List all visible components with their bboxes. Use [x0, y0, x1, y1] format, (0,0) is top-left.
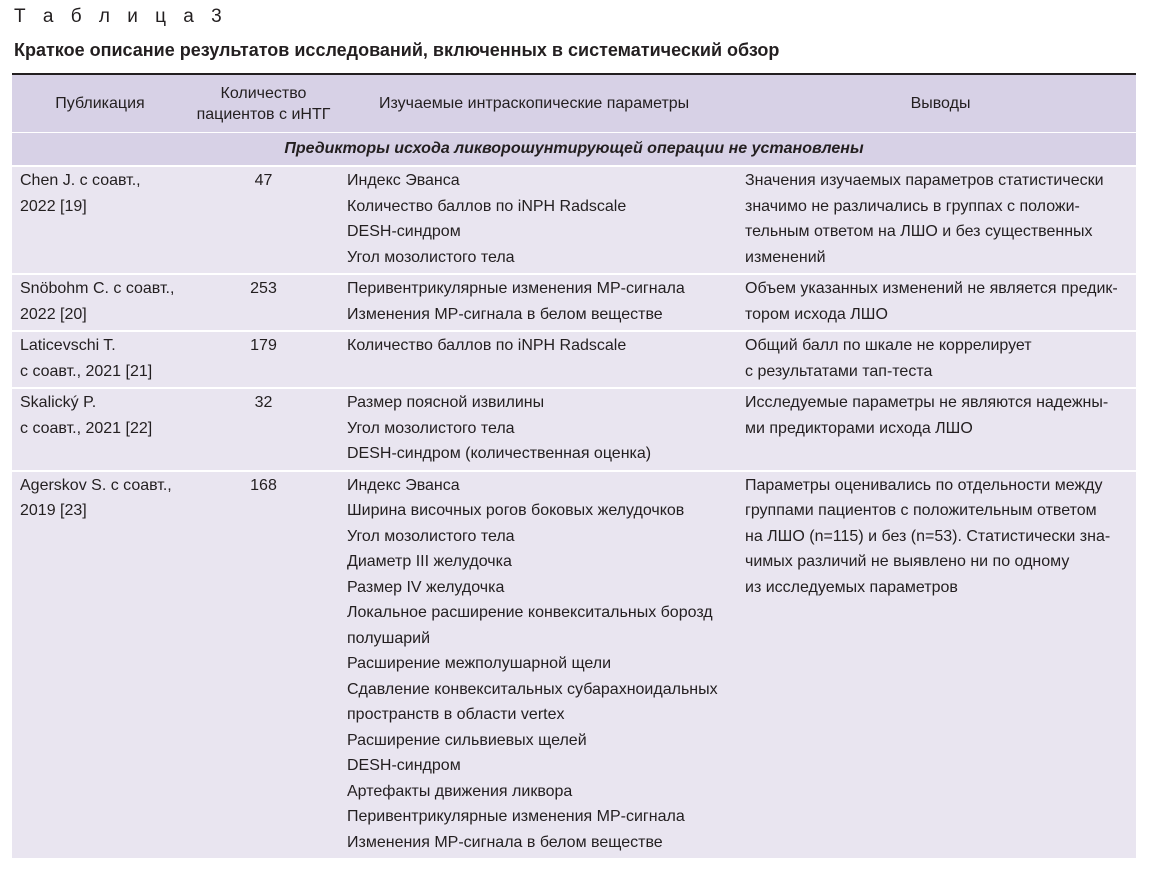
header-count-line1: Количество [220, 84, 307, 102]
cell-publication [12, 472, 180, 859]
table-label: Т а б л и ц а 3 [14, 6, 228, 27]
cell-params [347, 472, 745, 859]
cell-conclusion-line: Объем указанных изменений не является предик- [745, 280, 1118, 297]
header-conclusions: Выводы [910, 95, 971, 112]
header-count-line2: пациентов с иНТГ [196, 105, 331, 123]
cell-conclusion-line: тельным ответом на ЛШО и без существенных [745, 223, 1093, 240]
table-row [12, 472, 1136, 861]
cell-patient-count: 253 [250, 280, 277, 297]
cell-conclusion-line: Значения изучаемых параметров статистически [745, 172, 1104, 189]
cell-publication-line: Agerskov S. с соавт., [20, 476, 172, 494]
section-title: Предикторы исхода ликворошунтирующей операции не установлены [12, 133, 1136, 167]
cell-conclusion-line: тором исхода ЛШО [745, 305, 888, 323]
cell-params-line: Диаметр III желудочка [347, 553, 512, 570]
cell-params-line: Перивентрикулярные изменения МР-сигнала [347, 280, 685, 297]
cell-params-line: Изменения МР-сигнала в белом веществе [347, 305, 663, 323]
cell-publication [12, 167, 180, 273]
cell-params-line: Индекс Эванса [347, 476, 460, 494]
cell-publication-line: с соавт., 2021 [21] [20, 362, 153, 380]
cell-conclusion-line: с результатами тап-теста [745, 362, 933, 380]
cell-patient-count: 32 [254, 394, 273, 411]
cell-params-line: пространств в области vertex [347, 706, 565, 723]
cell-publication [12, 389, 180, 470]
cell-params-line: Ширина височных рогов боковых желудочков [347, 502, 685, 519]
cell-conclusion [745, 472, 1136, 859]
cell-conclusion-line: группами пациентов с положительным ответом [745, 502, 1097, 519]
cell-publication-line: 2019 [23] [20, 502, 87, 519]
cell-conclusion-line: Параметры оценивались по отдельности между [745, 476, 1103, 494]
results-table [12, 73, 1136, 860]
table-row [12, 332, 1136, 389]
cell-conclusion [745, 167, 1136, 273]
cell-publication-line: Skalický P. [20, 394, 97, 411]
cell-params-line: Угол мозолистого тела [347, 527, 515, 545]
cell-publication-line: Laticevschi T. [20, 337, 116, 354]
cell-publication-line: 2022 [20] [20, 305, 87, 323]
table-caption: Краткое описание результатов исследований, включенных в систематический обзор [14, 40, 780, 60]
cell-patient-count: 179 [250, 337, 277, 354]
cell-params-line: Количество баллов по iNPH Radscale [347, 337, 627, 354]
cell-publication-line: Chen J. с соавт., [20, 172, 141, 189]
table-row [12, 167, 1136, 275]
table-body [12, 167, 1136, 860]
cell-conclusion-line: Общий балл по шкале не коррелирует [745, 337, 1032, 354]
table-row [12, 275, 1136, 332]
cell-params-line: Артефакты движения ликвора [347, 782, 573, 800]
header-params: Изучаемые интраскопические параметры [379, 95, 690, 112]
cell-patient-count: 168 [250, 476, 277, 494]
cell-conclusion-line: значимо не различались в группах с положи- [745, 197, 1080, 215]
cell-params-line: Расширение межполушарной щели [347, 655, 612, 672]
cell-conclusion [745, 332, 1136, 387]
cell-publication-line: Snöbohm C. с соавт., [20, 280, 175, 297]
cell-params [347, 332, 745, 387]
cell-params-line: DESH-синдром (количественная оценка) [347, 445, 652, 462]
cell-params [347, 167, 745, 273]
cell-params-line: Размер IV желудочка [347, 578, 505, 596]
cell-params-line: DESH-синдром [347, 223, 461, 240]
cell-publication-line: с соавт., 2021 [22] [20, 419, 153, 437]
table-header [12, 75, 1136, 133]
cell-publication [12, 332, 180, 387]
cell-params [347, 389, 745, 470]
cell-conclusion-line: на ЛШО (n=115) и без (n=53). Статистически зна- [745, 527, 1111, 545]
cell-conclusion-line: чимых различий не выявлено ни по одному [745, 553, 1070, 570]
cell-conclusion [745, 275, 1136, 330]
cell-conclusion-line: ми предикторами исхода ЛШО [745, 419, 973, 437]
cell-params-line: полушарий [347, 629, 431, 647]
cell-params-line: Количество баллов по iNPH Radscale [347, 197, 627, 215]
cell-publication [12, 275, 180, 330]
cell-params-line: Расширение сильвиевых щелей [347, 731, 587, 749]
cell-params-line: Перивентрикулярные изменения МР-сигнала [347, 808, 685, 825]
cell-conclusion-line: из исследуемых параметров [745, 578, 958, 596]
cell-params-line: Размер поясной извилины [347, 394, 545, 411]
header-publication: Публикация [55, 95, 145, 112]
cell-publication-line: 2022 [19] [20, 197, 87, 215]
cell-params-line: Изменения МР-сигнала в белом веществе [347, 833, 663, 851]
cell-params-line: DESH-синдром [347, 757, 461, 774]
cell-params-line: Угол мозолистого тела [347, 419, 515, 437]
cell-params-line: Локальное расширение конвекситальных борозд [347, 604, 713, 621]
cell-params-line: Угол мозолистого тела [347, 248, 515, 266]
cell-conclusion-line: изменений [745, 248, 826, 266]
header-patient-count [180, 83, 347, 125]
cell-conclusion [745, 389, 1136, 470]
cell-params-line: Сдавление конвекситальных субарахноидальных [347, 680, 718, 698]
cell-conclusion-line: Исследуемые параметры не являются надежны- [745, 394, 1109, 411]
cell-params [347, 275, 745, 330]
cell-patient-count: 47 [254, 172, 273, 189]
table-row [12, 389, 1136, 472]
cell-params-line: Индекс Эванса [347, 172, 460, 189]
